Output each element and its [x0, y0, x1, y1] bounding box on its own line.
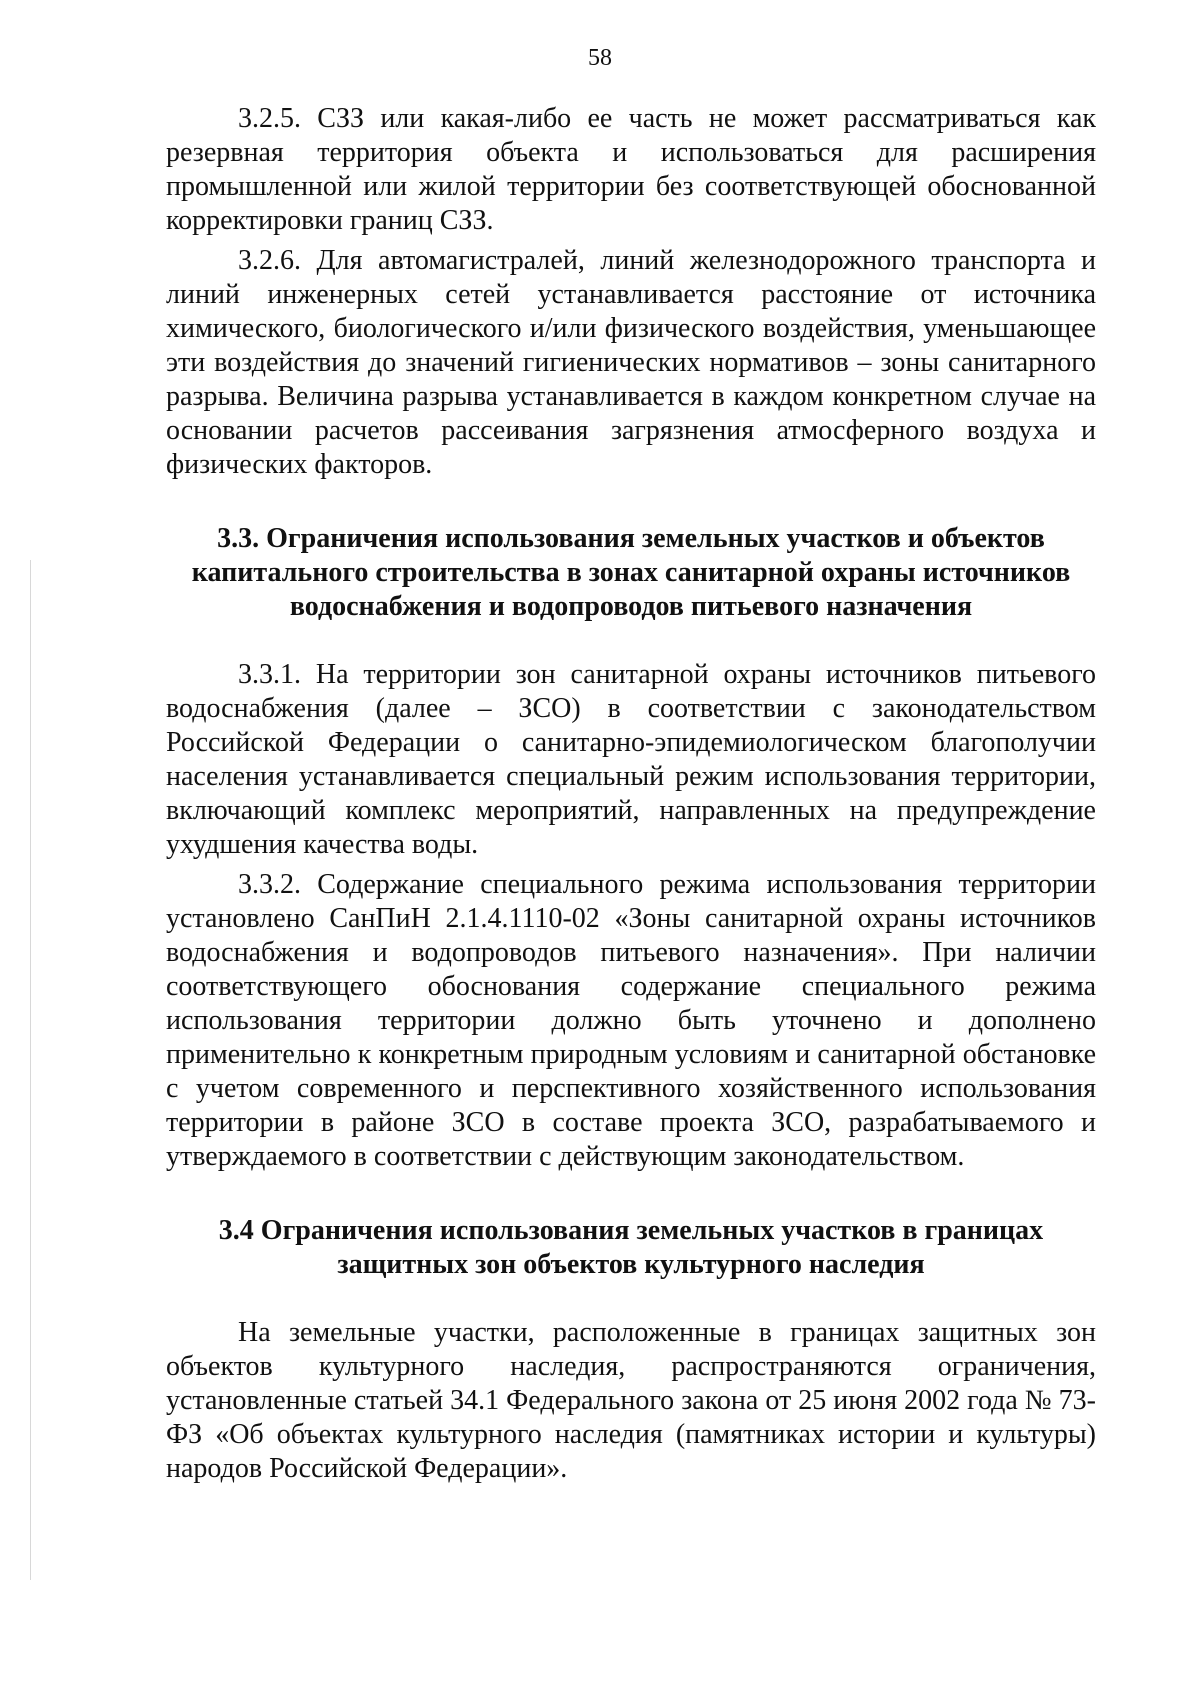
paragraph-3-2-5: 3.2.5. СЗЗ или какая-либо ее часть не может рассматриваться как резервная территория объекта и использоваться для расширения промышленной или жилой территории без соответствующей обоснованной корректировки границ СЗЗ.: [166, 103, 1096, 236]
paragraph-3-2-6: 3.2.6. Для автомагистралей, линий железнодорожного транспорта и линий инженерных сетей устанавливается расстояние от источника химического, биологического и/или физического воздействия, уменьшающее эти воздействия до значений гигиенических нормативов – зоны санитарного разрыва. Величина разрыва устанавливается в каждом конкретном случае на основании расчетов рассеивания загрязнения атмосферного воздуха и физических факторов.: [166, 245, 1096, 480]
page-number: 58: [588, 45, 612, 71]
paragraph-3-4: На земельные участки, расположенные в границах защитных зон объектов культурного наследия, распространяются ограничения, установленные статьей 34.1 Федерального закона от 25 июня 2002 года № 73-ФЗ «Об объектах культурного наследия (памятниках истории и культуры) народов Российской Федерации».: [166, 1317, 1096, 1484]
page-content: [166, 102, 1096, 1486]
section-heading-3-3: 3.3. Ограничения использования земельных участков и объектов капитального строительства в зонах санитарной охраны источников водоснабжения и водопроводов питьевого назначения: [191, 523, 1071, 622]
scan-margin-line: [30, 560, 31, 1580]
paragraph-3-3-2: 3.3.2. Содержание специального режима использования территории установлено СанПиН 2.1.4.1110-02 «Зоны санитарной охраны источников водоснабжения и водопроводов питьевого назначения». При наличии соответствующего обоснования содержание специального режима использования территории должно быть уточнено и дополнено применительно к конкретным природным условиям и санитарной обстановке с учетом современного и перспективного хозяйственного использования территории в районе ЗСО в составе проекта ЗСО, разрабатываемого и утверждаемого в соответствии с действующим законодательством.: [166, 869, 1096, 1172]
paragraph-3-3-1: 3.3.1. На территории зон санитарной охраны источников питьевого водоснабжения (далее – ЗСО) в соответствии с законодательством Российской Федерации о санитарно-эпидемиологическом благополучии населения устанавливается специальный режим использования территории, включающий комплекс мероприятий, направленных на предупреждение ухудшения качества воды.: [166, 659, 1096, 860]
section-heading-3-4: 3.4 Ограничения использования земельных участков в границах защитных зон объектов культурного наследия: [218, 1215, 1044, 1280]
